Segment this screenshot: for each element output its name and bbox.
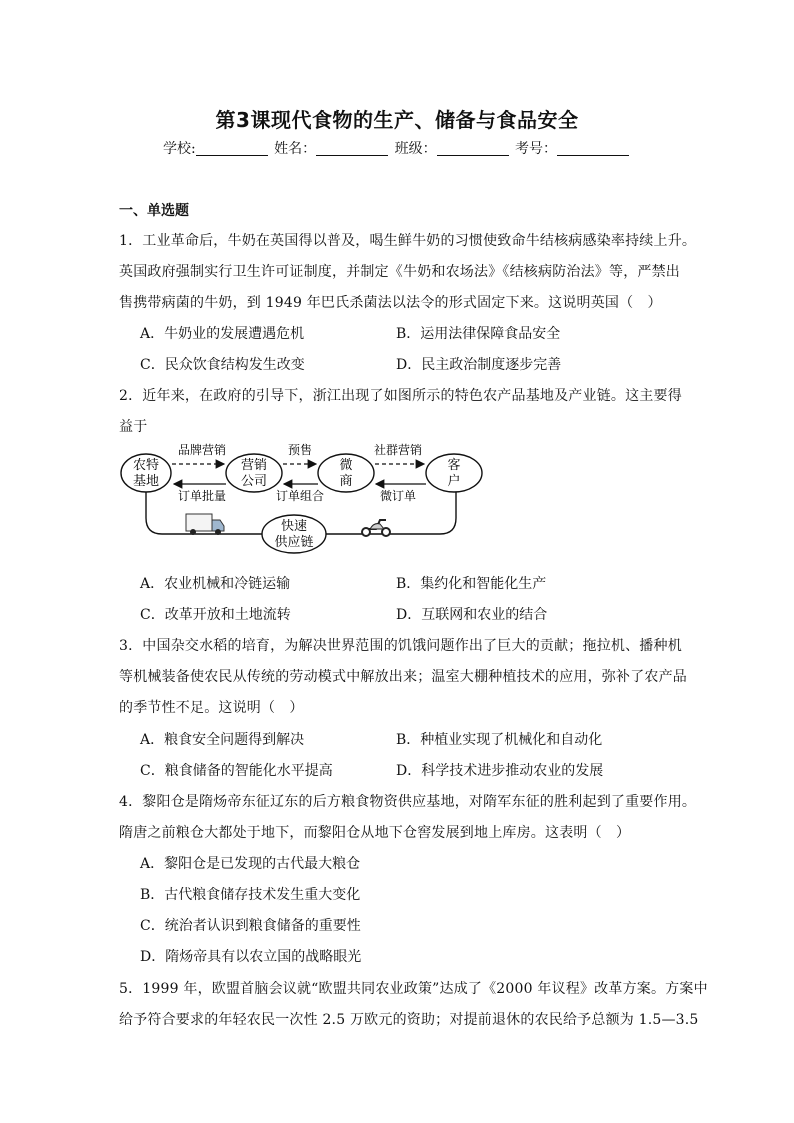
question-4-option-a[interactable]: A．黎阳仓是已发现的古代最大粮仓 — [140, 856, 361, 872]
node-wechat-line1: 微 — [339, 458, 353, 473]
question-2-option-a[interactable]: A．农业机械和冷链运输 — [140, 576, 291, 592]
node-supply-line1: 快速 — [280, 519, 308, 534]
question-3-line: 3．中国杂交水稻的培育，为解决世界范围的饥饿问题作出了巨大的贡献；拖拉机、播种机 — [119, 638, 682, 654]
node-base-line2: 基地 — [132, 474, 160, 489]
arrow-label-brand-marketing: 品牌营销 — [177, 443, 227, 457]
industry-chain-diagram — [114, 434, 494, 558]
school-blank[interactable] — [196, 141, 268, 156]
question-1-line: 1．工业革命后，牛奶在英国得以普及，喝生鲜牛奶的习惯使致命牛结核病感染率持续上升。 — [119, 233, 697, 249]
name-label: 姓名： — [274, 141, 317, 157]
arrow-label-order-combo: 订单组合 — [275, 489, 325, 503]
arrow-label-micro-order: 微订单 — [379, 489, 417, 503]
node-base — [121, 454, 171, 492]
question-4-line: 隋唐之前粮仓大都处于地下，而黎阳仓从地下仓窖发展到地上库房。这表明（ ） — [119, 825, 631, 841]
question-3-line: 等机械装备使农民从传统的劳动模式中解放出来；温室大棚种植技术的应用，弥补了农产品 — [119, 669, 687, 685]
question-4-option-c[interactable]: C．统治者认识到粮食储备的重要性 — [140, 918, 361, 934]
school-label: 学校: — [162, 141, 196, 157]
question-4-line: 4．黎阳仓是隋炀帝东征辽东的后方粮食物资供应基地，对隋军东征的胜利起到了重要作用。 — [119, 794, 697, 810]
question-1-option-c[interactable]: C．民众饮食结构发生改变 — [140, 357, 305, 373]
student-info-row — [0, 138, 794, 158]
question-3-option-a[interactable]: A．粮食安全问题得到解决 — [140, 732, 305, 748]
question-4-option-d[interactable]: D．隋炀帝具有以农立国的战略眼光 — [140, 949, 362, 965]
question-5-line: 给予符合要求的年轻农民一次性 2.5 万欧元的资助；对提前退休的农民给予总额为 1.5—3.5 — [119, 1012, 699, 1028]
question-3-option-c[interactable]: C．粮食储备的智能化水平提高 — [140, 763, 333, 779]
question-4-option-b[interactable]: B．古代粮食储存技术发生重大变化 — [140, 887, 361, 903]
node-supply — [262, 515, 326, 553]
question-1-option-d[interactable]: D．民主政治制度逐步完善 — [396, 357, 562, 373]
question-1-option-a[interactable]: A．牛奶业的发展遭遇危机 — [140, 326, 305, 342]
question-5-line: 5．1999 年，欧盟首脑会议就“欧盟共同农业政策”达成了《2000 年议程》改革方案。方案中 — [119, 981, 708, 997]
question-1-line: 英国政府强制实行卫生许可证制度，并制定《牛奶和农场法》《结核病防治法》等，严禁出 — [119, 264, 680, 280]
page-title: 第3课现代食物的生产、储备与食品安全 — [215, 108, 579, 132]
question-1-line: 售携带病菌的牛奶，到 1949 年巴氏杀菌法以法令的形式固定下来。这说明英国（ ） — [119, 295, 662, 311]
question-3-line: 的季节性不足。这说明（ ） — [119, 700, 304, 716]
number-label: 考号： — [515, 141, 558, 157]
section-heading: 一、单选题 — [119, 203, 189, 219]
class-blank[interactable] — [437, 141, 509, 156]
node-sales-line2: 公司 — [240, 474, 268, 489]
node-customer — [426, 454, 482, 492]
node-customer-line1: 客 — [447, 458, 461, 473]
class-label: 班级： — [394, 141, 437, 157]
name-blank[interactable] — [316, 141, 388, 156]
question-2-line: 2．近年来，在政府的引导下，浙江出现了如图所示的特色农产品基地及产业链。这主要得 — [119, 388, 682, 404]
question-2-option-c[interactable]: C．改革开放和土地流转 — [140, 607, 291, 623]
node-sales-line1: 营销 — [240, 458, 268, 473]
arrow-label-bulk-order: 订单批量 — [177, 489, 227, 503]
question-2-option-d[interactable]: D．互联网和农业的结合 — [396, 607, 548, 623]
industry-chain-svg — [114, 434, 494, 558]
node-customer-line2: 户 — [447, 474, 461, 489]
node-supply-line2: 供应链 — [274, 535, 314, 550]
node-wechat-line2: 商 — [339, 474, 353, 489]
truck-icon — [186, 514, 224, 535]
question-3-option-d[interactable]: D．科学技术进步推动农业的发展 — [396, 763, 604, 779]
question-3-option-b[interactable]: B．种植业实现了机械化和自动化 — [396, 732, 603, 748]
question-2-option-b[interactable]: B．集约化和智能化生产 — [396, 576, 547, 592]
question-2-line: 益于 — [119, 419, 148, 435]
node-wechat — [318, 454, 374, 492]
number-blank[interactable] — [557, 141, 629, 156]
node-base-line1: 农特 — [132, 458, 160, 473]
arrow-label-presale: 预售 — [287, 443, 313, 457]
node-sales — [226, 454, 282, 492]
question-1-option-b[interactable]: B．运用法律保障食品安全 — [396, 326, 561, 342]
arrow-label-community-marketing: 社群营销 — [373, 443, 423, 457]
